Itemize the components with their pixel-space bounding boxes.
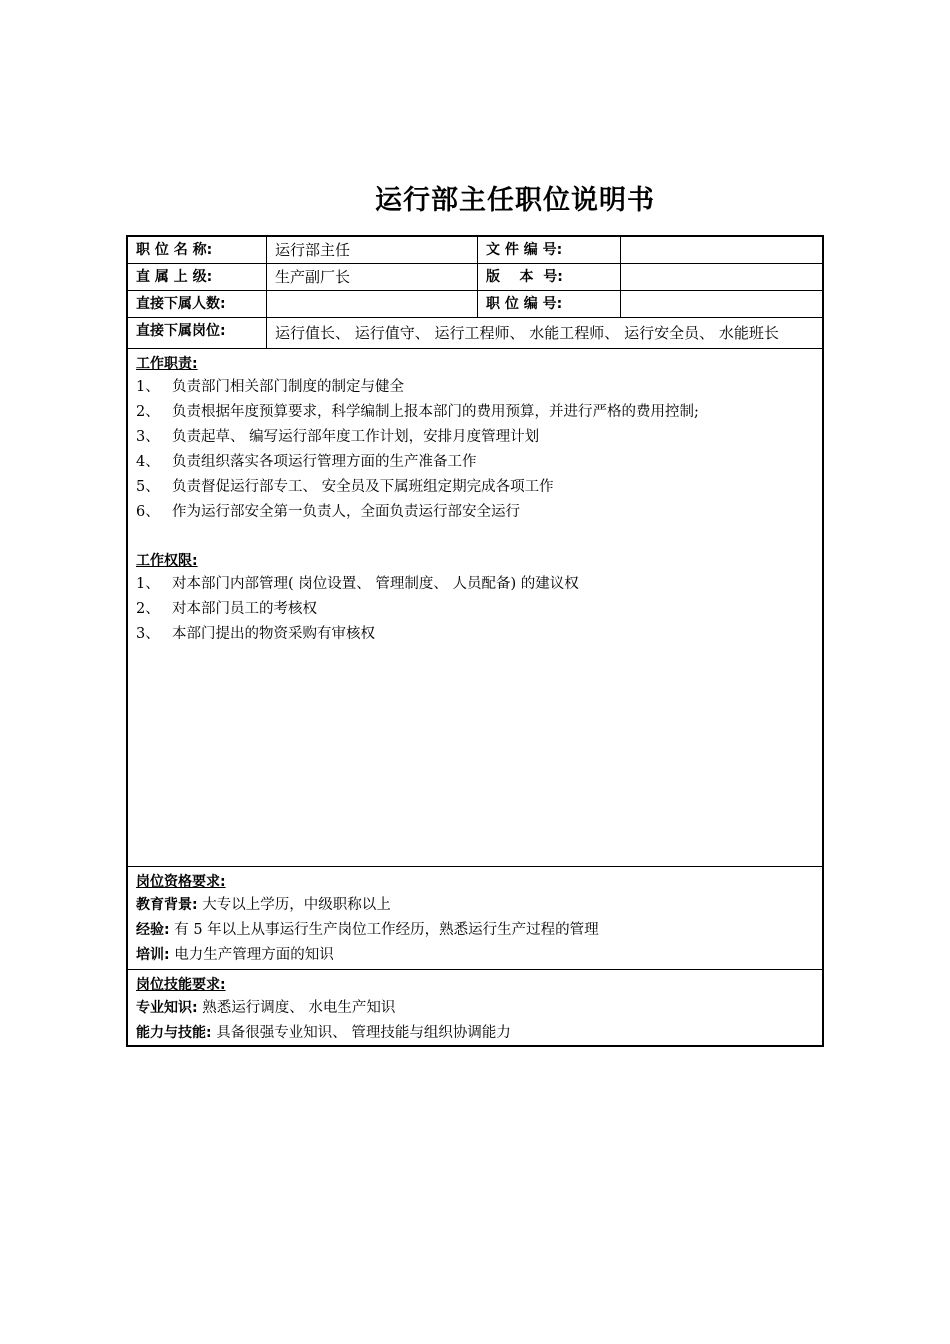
page-title: 运行部主任职位说明书 [375, 185, 655, 216]
value-subordinate-count [267, 291, 478, 317]
ability-line [136, 1021, 814, 1046]
list-item [136, 475, 814, 500]
education-line [136, 893, 814, 918]
value-position-number [621, 291, 822, 317]
experience-line [136, 918, 814, 943]
list-item [136, 400, 814, 425]
training-line [136, 943, 814, 968]
training-value: 电力生产管理方面的知识 [174, 947, 334, 963]
item-number: 1、 [136, 379, 160, 395]
education-label: 教育背景: [136, 897, 198, 913]
skills-section [128, 970, 822, 1045]
ability-label: 能力与技能: [136, 1025, 212, 1041]
knowledge-label: 专业知识: [136, 1000, 198, 1016]
item-number: 2、 [136, 404, 160, 420]
item-text: 作为运行部安全第一负责人，全面负责运行部安全运行 [172, 504, 520, 520]
education-value: 大专以上学历，中级职称以上 [202, 897, 391, 913]
item-text: 负责督促运行部专工、 安全员及下属班组定期完成各项工作 [172, 479, 554, 495]
knowledge-value: 熟悉运行调度、 水电生产知识 [202, 1000, 396, 1016]
label-direct-superior: 直 属 上 级: [128, 264, 267, 290]
item-text: 负责起草、 编写运行部年度工作计划，安排月度管理计划 [172, 429, 540, 445]
item-number: 5、 [136, 479, 160, 495]
subordinate-positions-row [128, 318, 822, 349]
header-row-superior [128, 264, 822, 291]
item-text: 负责组织落实各项运行管理方面的生产准备工作 [172, 454, 477, 470]
header-row-position-name [128, 237, 822, 264]
item-text: 对本部门员工的考核权 [172, 601, 317, 617]
list-item [136, 425, 814, 450]
item-text: 对本部门内部管理( 岗位设置、 管理制度、 人员配备) 的建议权 [172, 576, 579, 592]
item-number: 3、 [136, 429, 160, 445]
list-item [136, 572, 814, 597]
qualifications-title: 岗位资格要求: [136, 874, 226, 890]
label-position-number: 职 位 编 号: [478, 291, 621, 317]
label-subordinate-count: 直接下属人数: [128, 291, 267, 317]
qualifications-section [128, 867, 822, 970]
header-row-subordinate-count [128, 291, 822, 318]
list-item [136, 500, 814, 525]
label-subordinate-positions: 直接下属岗位: [128, 318, 267, 348]
skills-title: 岗位技能要求: [136, 977, 226, 993]
duties-section [128, 349, 822, 867]
item-text: 负责部门相关部门制度的制定与健全 [172, 379, 404, 395]
value-version-number [621, 264, 822, 290]
item-number: 4、 [136, 454, 160, 470]
item-number: 3、 [136, 626, 160, 642]
item-number: 1、 [136, 576, 160, 592]
label-position-name: 职 位 名 称: [128, 237, 267, 263]
experience-value: 有 5 年以上从事运行生产岗位工作经历，熟悉运行生产过程的管理 [174, 922, 599, 938]
list-item [136, 597, 814, 622]
experience-label: 经验: [136, 922, 170, 938]
list-item [136, 450, 814, 475]
value-subordinate-positions: 运行值长、 运行值守、 运行工程师、 水能工程师、 运行安全员、 水能班长 [275, 324, 779, 342]
item-text: 本部门提出的物资采购有审核权 [172, 626, 375, 642]
knowledge-line [136, 996, 814, 1021]
value-position-name: 运行部主任 [267, 237, 478, 263]
training-label: 培训: [136, 947, 170, 963]
item-number: 6、 [136, 504, 160, 520]
value-document-number [621, 237, 822, 263]
item-text: 负责根据年度预算要求，科学编制上报本部门的费用预算，并进行严格的费用控制; [172, 404, 699, 420]
ability-value: 具备很强专业知识、 管理技能与组织协调能力 [216, 1025, 511, 1041]
label-version-number: 版 本 号: [478, 264, 621, 290]
duties-title: 工作职责: [136, 356, 198, 372]
list-item [136, 375, 814, 400]
item-number: 2、 [136, 601, 160, 617]
label-document-number: 文 件 编 号: [478, 237, 621, 263]
value-direct-superior: 生产副厂长 [267, 264, 478, 290]
job-description-form [126, 235, 824, 1047]
authority-title: 工作权限: [136, 553, 198, 569]
list-item [136, 622, 814, 647]
